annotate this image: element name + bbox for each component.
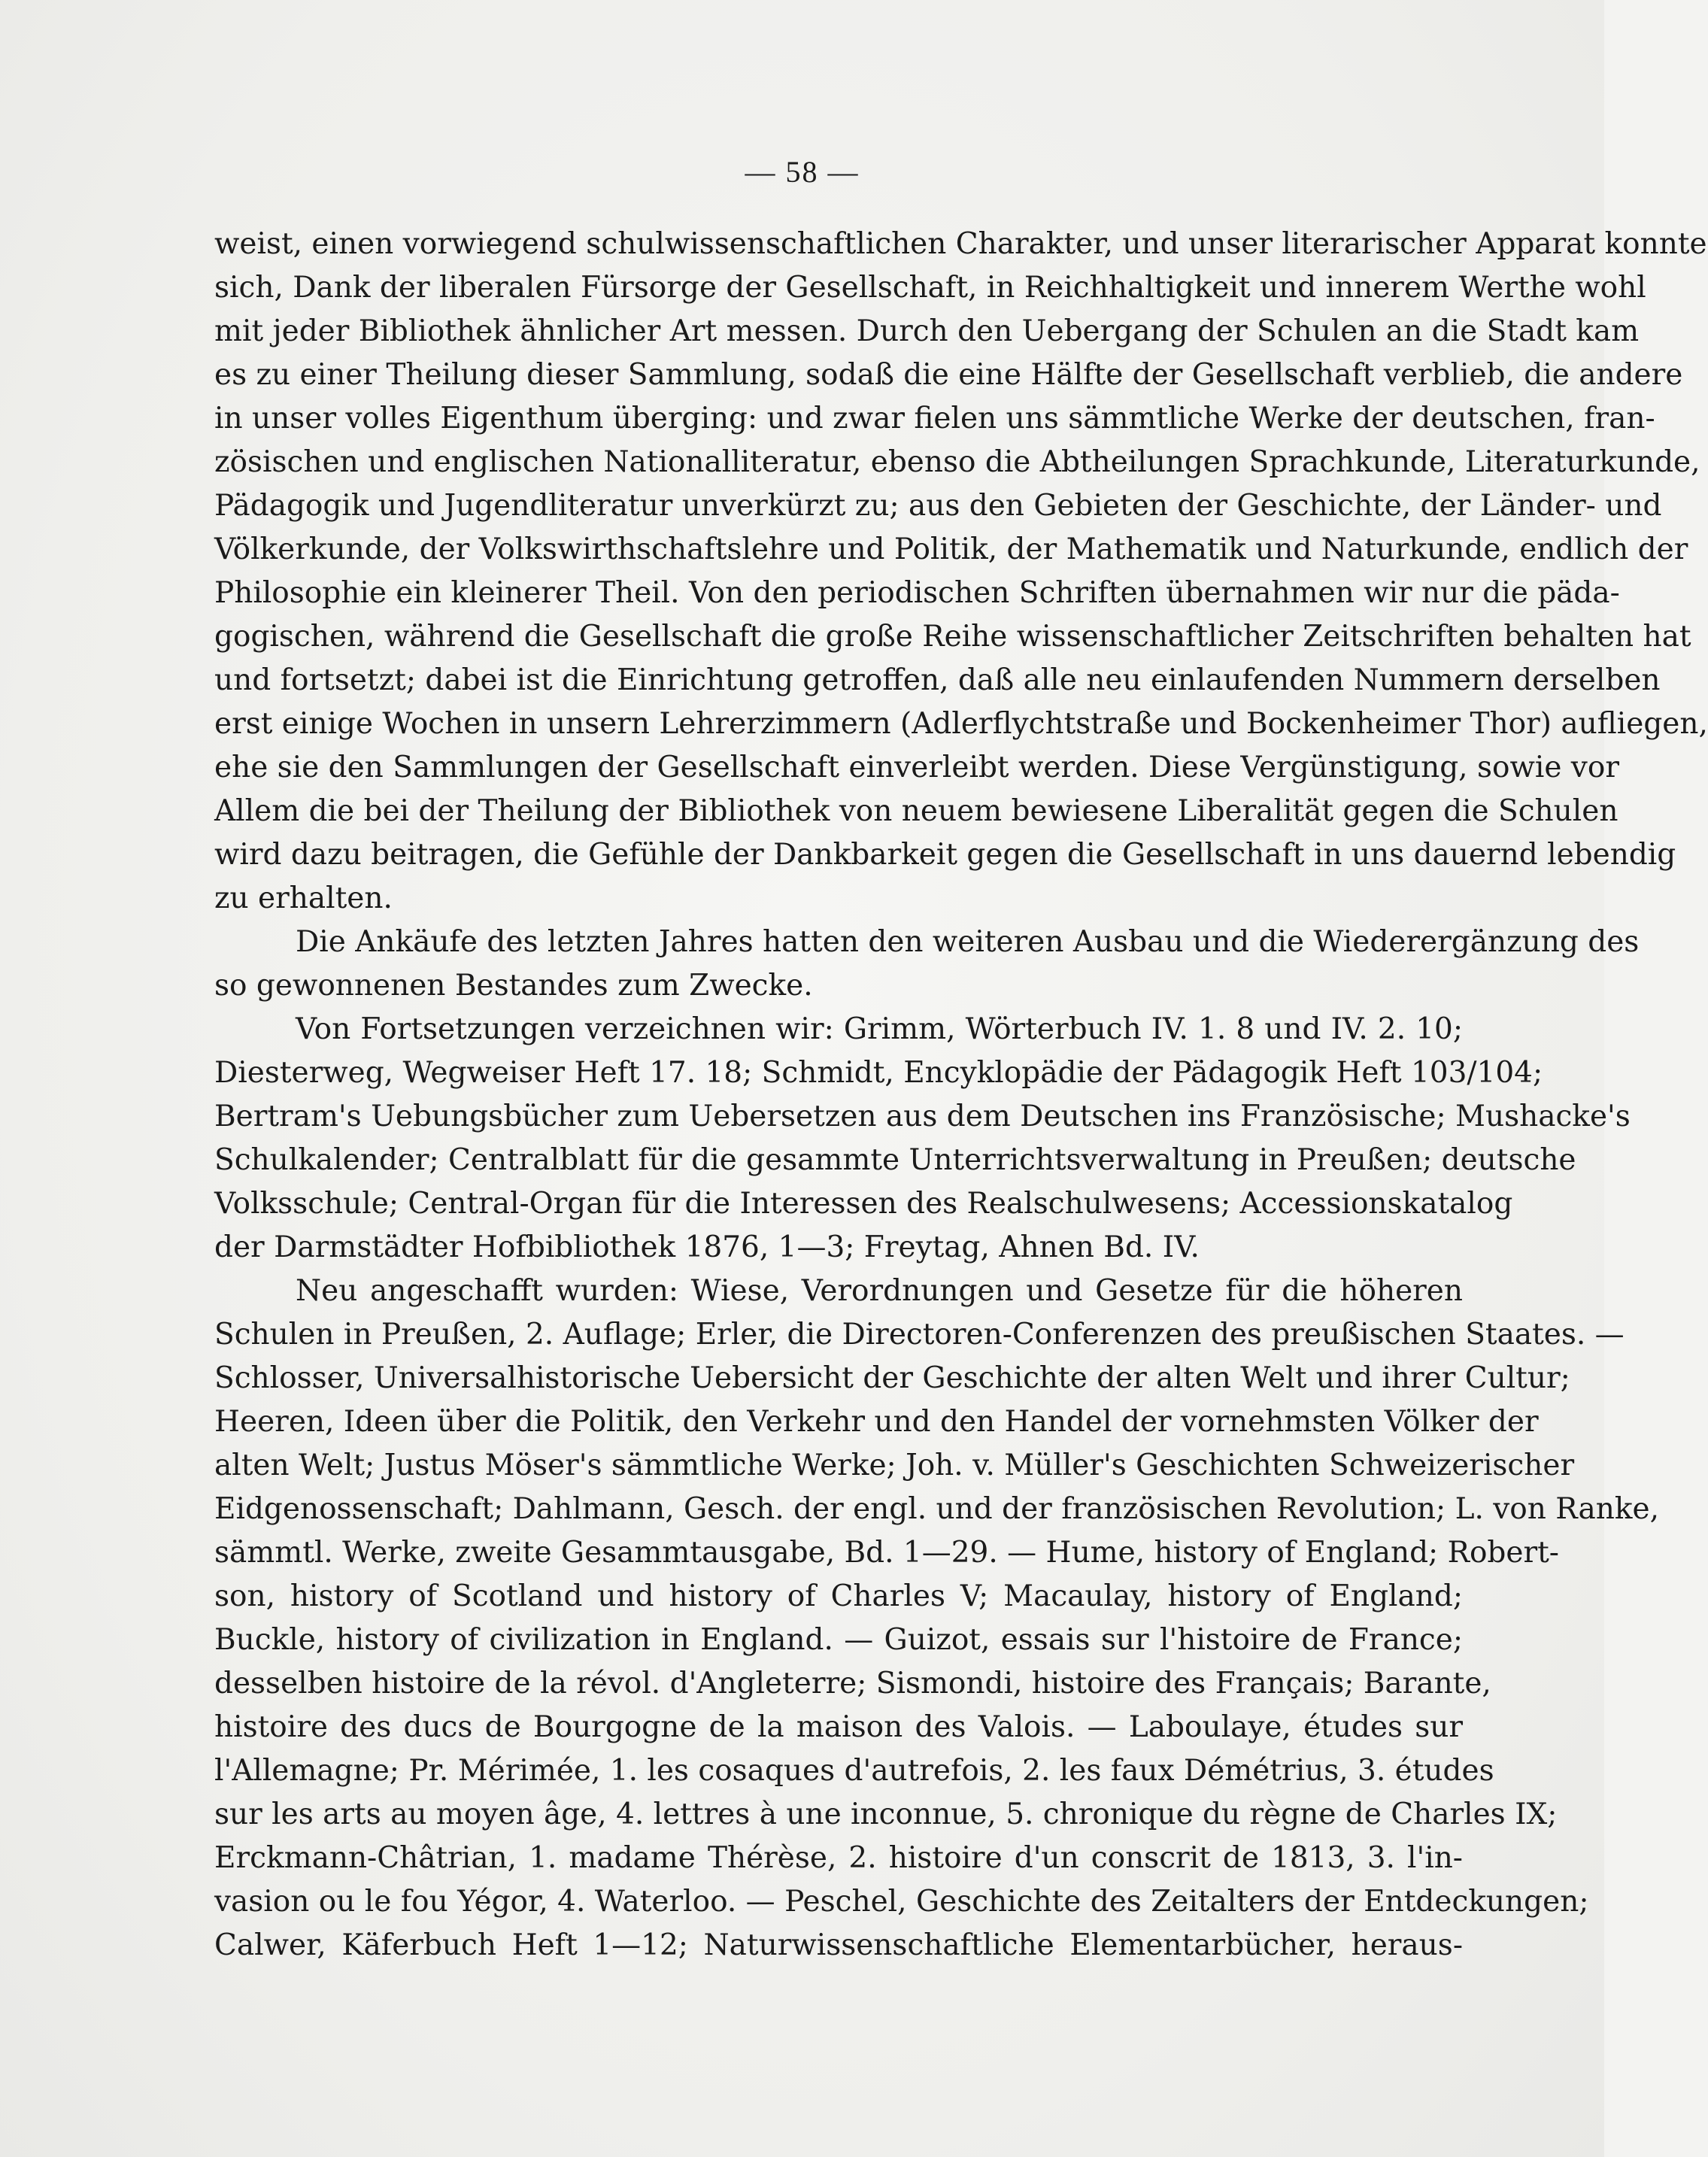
text-line: zu erhalten. [214, 881, 393, 915]
text-line: son, history of Scotland und history of Charles V; Macaulay, history of England; [214, 1579, 1463, 1613]
text-line: der Darmstädter Hofbibliothek 1876, 1—3; Freytag, Ahnen Bd. IV. [214, 1230, 1200, 1264]
text-line: Schlosser, Universalhistorische Uebersicht der Geschichte der alten Welt und ihrer Cultur; [214, 1361, 1570, 1395]
text-line: histoire des ducs de Bourgogne de la maison des Valois. — Laboulaye, études sur [214, 1710, 1463, 1744]
text-line: Von Fortsetzungen verzeichnen wir: Grimm, Wörterbuch IV. 1. 8 und IV. 2. 10; [296, 1012, 1463, 1046]
paragraph-3 [214, 1008, 1631, 1270]
text-line: Allem die bei der Theilung der Bibliothek von neuem bewiesene Liberalität gegen die Schulen [214, 794, 1619, 828]
text-line: Heeren, Ideen über die Politik, den Verkehr und den Handel der vornehmsten Völker der [214, 1405, 1539, 1439]
text-line: l'Allemagne; Pr. Mérimée, 1. les cosaques d'autrefois, 2. les faux Démétrius, 3. études [214, 1754, 1494, 1788]
text-line: Volksschule; Central-Organ für die Interessen des Realschulwesens; Accessionskatalog [214, 1187, 1513, 1221]
text-line: so gewonnenen Bestandes zum Zwecke. [214, 969, 813, 1003]
text-line: ehe sie den Sammlungen der Gesellschaft einverleibt werden. Diese Vergünstigung, sowie vor [214, 751, 1619, 784]
text-line: Schulkalender; Centralblatt für die gesammte Unterrichtsverwaltung in Preußen; deutsche [214, 1143, 1576, 1177]
paragraph-4 [214, 1270, 1660, 1967]
text-line: in unser volles Eigenthum überging: und zwar fielen uns sämmtliche Werke der deutschen, fran- [214, 402, 1655, 435]
text-line: sur les arts au moyen âge, 4. lettres à une inconnue, 5. chronique du règne de Charles IX; [214, 1798, 1558, 1831]
text-line: es zu einer Theilung dieser Sammlung, sodaß die eine Hälfte der Gesellschaft verblieb, die andere [214, 358, 1683, 392]
text-line: Schulen in Preußen, 2. Auflage; Erler, die Directoren-Conferenzen des preußischen Staates. — [214, 1318, 1625, 1352]
text-line: erst einige Wochen in unsern Lehrerzimmern (Adlerflychtstraße und Bockenheimer Thor) aufliegen, [214, 707, 1708, 741]
text-line: desselben histoire de la révol. d'Angleterre; Sismondi, histoire des Français; Barante, [214, 1667, 1491, 1700]
text-line: sich, Dank der liberalen Fürsorge der Gesellschaft, in Reichhaltigkeit und innerem Werthe wohl [214, 271, 1646, 305]
text-line: Völkerkunde, der Volkswirthschaftslehre und Politik, der Mathematik und Naturkunde, endlich der [214, 532, 1688, 566]
text-line: Calwer, Käferbuch Heft 1—12; Naturwissenschaftliche Elementarbücher, heraus- [214, 1928, 1463, 1962]
text-line: Pädagogik und Jugendliteratur unverkürzt zu; aus den Gebieten der Geschichte, der Länder- und [214, 489, 1662, 523]
text-line: weist, einen vorwiegend schulwissenschaftlichen Charakter, und unser literarischer Apparat konnte [214, 227, 1707, 261]
text-line: Eidgenossenschaft; Dahlmann, Gesch. der engl. und der französischen Revolution; L. von Ranke, [214, 1492, 1660, 1526]
text-line: Philosophie ein kleinerer Theil. Von den periodischen Schriften übernahmen wir nur die päda- [214, 576, 1620, 610]
text-line: Die Ankäufe des letzten Jahres hatten den weiteren Ausbau und die Wiederergänzung des [296, 925, 1640, 959]
text-line: Diesterweg, Wegweiser Heft 17. 18; Schmidt, Encyklopädie der Pädagogik Heft 103/104; [214, 1056, 1543, 1090]
paragraph-2 [214, 921, 1640, 1008]
text-line: Neu angeschafft wurden: Wiese, Verordnungen und Gesetze für die höheren [296, 1274, 1463, 1308]
page-number: — 58 — [745, 155, 860, 189]
paragraph-1 [214, 223, 1708, 921]
text-line: Bertram's Uebungsbücher zum Uebersetzen aus dem Deutschen ins Französische; Mushacke's [214, 1100, 1631, 1133]
text-line: mit jeder Bibliothek ähnlicher Art messen. Durch den Uebergang der Schulen an die Stadt kam [214, 314, 1640, 348]
text-line: und fortsetzt; dabei ist die Einrichtung getroffen, daß alle neu einlaufenden Nummern derselben [214, 663, 1661, 697]
text-line: Buckle, history of civilization in England. — Guizot, essais sur l'histoire de France; [214, 1623, 1463, 1657]
text-line: Erckmann-Châtrian, 1. madame Thérèse, 2. histoire d'un conscrit de 1813, 3. l'in- [214, 1841, 1463, 1875]
text-line: wird dazu beitragen, die Gefühle der Dankbarkeit gegen die Gesellschaft in uns dauernd lebendig [214, 838, 1676, 872]
text-line: vasion ou le fou Yégor, 4. Waterloo. — Peschel, Geschichte des Zeitalters der Entdeckungen; [214, 1885, 1589, 1919]
text-line: sämmtl. Werke, zweite Gesammtausgabe, Bd. 1—29. — Hume, history of England; Robert- [214, 1536, 1559, 1570]
text-line: zösischen und englischen Nationalliteratur, ebenso die Abtheilungen Sprachkunde, Literaturkunde, [214, 445, 1700, 479]
text-line: alten Welt; Justus Möser's sämmtliche Werke; Joh. v. Müller's Geschichten Schweizerischer [214, 1449, 1575, 1482]
body-text [214, 223, 1708, 1967]
text-line: gogischen, während die Gesellschaft die große Reihe wissenschaftlicher Zeitschriften behalten hat [214, 620, 1691, 654]
